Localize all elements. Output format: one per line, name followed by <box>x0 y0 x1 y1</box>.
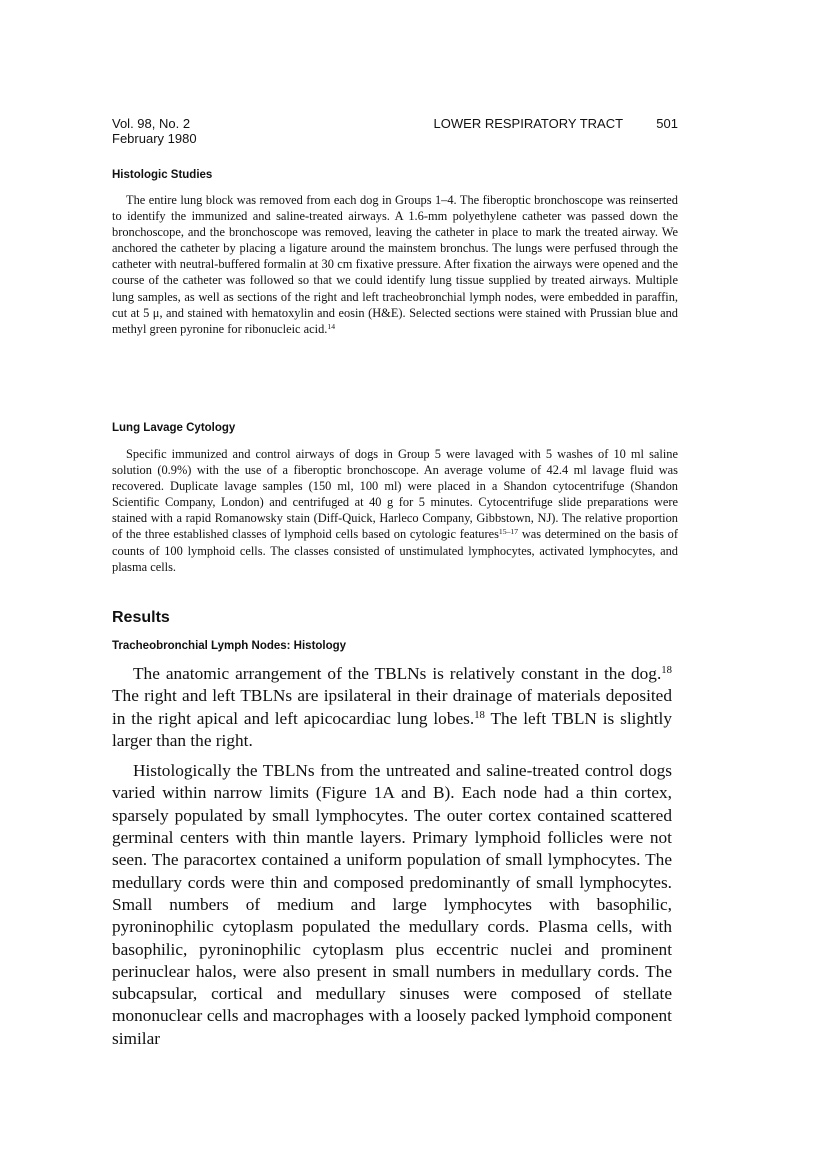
section-heading-tbln: Tracheobronchial Lymph Nodes: Histology <box>112 640 347 652</box>
paragraph: Specific immunized and control airways of dogs in Group 5 were lavaged with 5 washes of 10 ml saline solution (0.9%) with the use of a fiberoptic bronchoscope. An average volume of 42.4 ml lavage fluid was recovered. Duplicate lavage samples (150 ml, 100 ml) were placed in a Shandon cytocentrifuge (Shandon Scientific Company, London) and centrifuged at 40 g for 5 minutes. Cytocentrifuge slide preparations were stained with a rapid Romanowsky stain (Diff-Quick, Harleco Company, Gibbstown, NJ). The relative proportion of the three established classes of lymphoid cells based on cytologic features$^{15-17}$ was determined on the basis of counts of 100 lymphoid cells. The classes consisted of unstimulated lymphocytes, activated lymphocytes, and plasma cells. <box>112 447 678 574</box>
paragraph: The anatomic arrangement of the TBLNs is relatively constant in the dog.$^{18}$ The right and left TBLNs are ipsilateral in their drainage of materials deposited in the right apical and left apicocardiac lung lobes.$^{18}$ The left TBLN is slightly larger than the right. <box>112 664 673 750</box>
results-heading: Results <box>112 609 170 626</box>
journal-issue <box>112 116 197 146</box>
reference-mark: 18 <box>661 664 672 677</box>
issue-date: February 1980 <box>112 131 197 146</box>
paragraph: The entire lung block was removed from each dog in Groups 1–4. The fiberoptic bronchoscope was reinserted to identify the immunized and saline-treated airways. A 1.6-mm polyethylene catheter was passed down the bronchoscope, and the bronchoscope was removed, leaving the catheter in place to mark the treated airway. We anchored the catheter by placing a ligature around the mainstem bronchus. The lungs were perfused through the catheter with neutral-buffered formalin at 30 cm fixative pressure. After fixation the airways were opened and the course of the catheter was followed so that we could identify lung tissue supplied by treated airways. Multiple lung samples, as well as sections of the right and left tracheobronchial lymph nodes, were embedded in paraffin, cut at 5 μ, and stained with hematoxylin and eosin (H&E). Selected sections were stained with Prussian blue and methyl green pyronine for ribonucleic acid.$^{14}$ <box>112 193 678 336</box>
section-body-lavage <box>112 446 678 575</box>
running-header <box>112 116 678 152</box>
paragraph: Histologically the TBLNs from the untreated and saline-treated control dogs varied within narrow limits (Figure 1A and B). Each node had a thin cortex, sparsely populated by small lymphocytes. The outer cortex contained scattered germinal centers with thin mantle layers. Primary lymphoid follicles were not seen. The paracortex contained a uniform population of small lymphocytes. The medullary cords were thin and composed predominantly of small lymphocytes. Small numbers of medium and large lymphocytes with basophilic, pyroninophilic cytoplasm populated the medullary cords. Plasma cells, with basophilic, pyroninophilic cytoplasm plus eccentric nuclei and prominent perinuclear halos, were also present in small numbers in medullary cords. The subcapsular, cortical and medullary sinuses were composed of stellate mononuclear cells and macrophages with a loosely packed lymphoid component similar <box>112 761 672 1048</box>
section-heading-histologic: Histologic Studies <box>112 169 213 181</box>
header-right <box>434 116 678 131</box>
reference-mark: 15–17 <box>498 527 519 537</box>
volume-label: Vol. 98, No. 2 <box>112 116 191 131</box>
reference-mark: 18 <box>474 708 485 721</box>
section-heading-lavage: Lung Lavage Cytology <box>112 422 236 434</box>
results-body <box>112 663 672 1058</box>
page-number: 501 <box>656 116 678 131</box>
running-title: LOWER RESPIRATORY TRACT <box>433 116 624 131</box>
section-body-histologic <box>112 192 678 337</box>
reference-mark: 14 <box>327 321 336 331</box>
